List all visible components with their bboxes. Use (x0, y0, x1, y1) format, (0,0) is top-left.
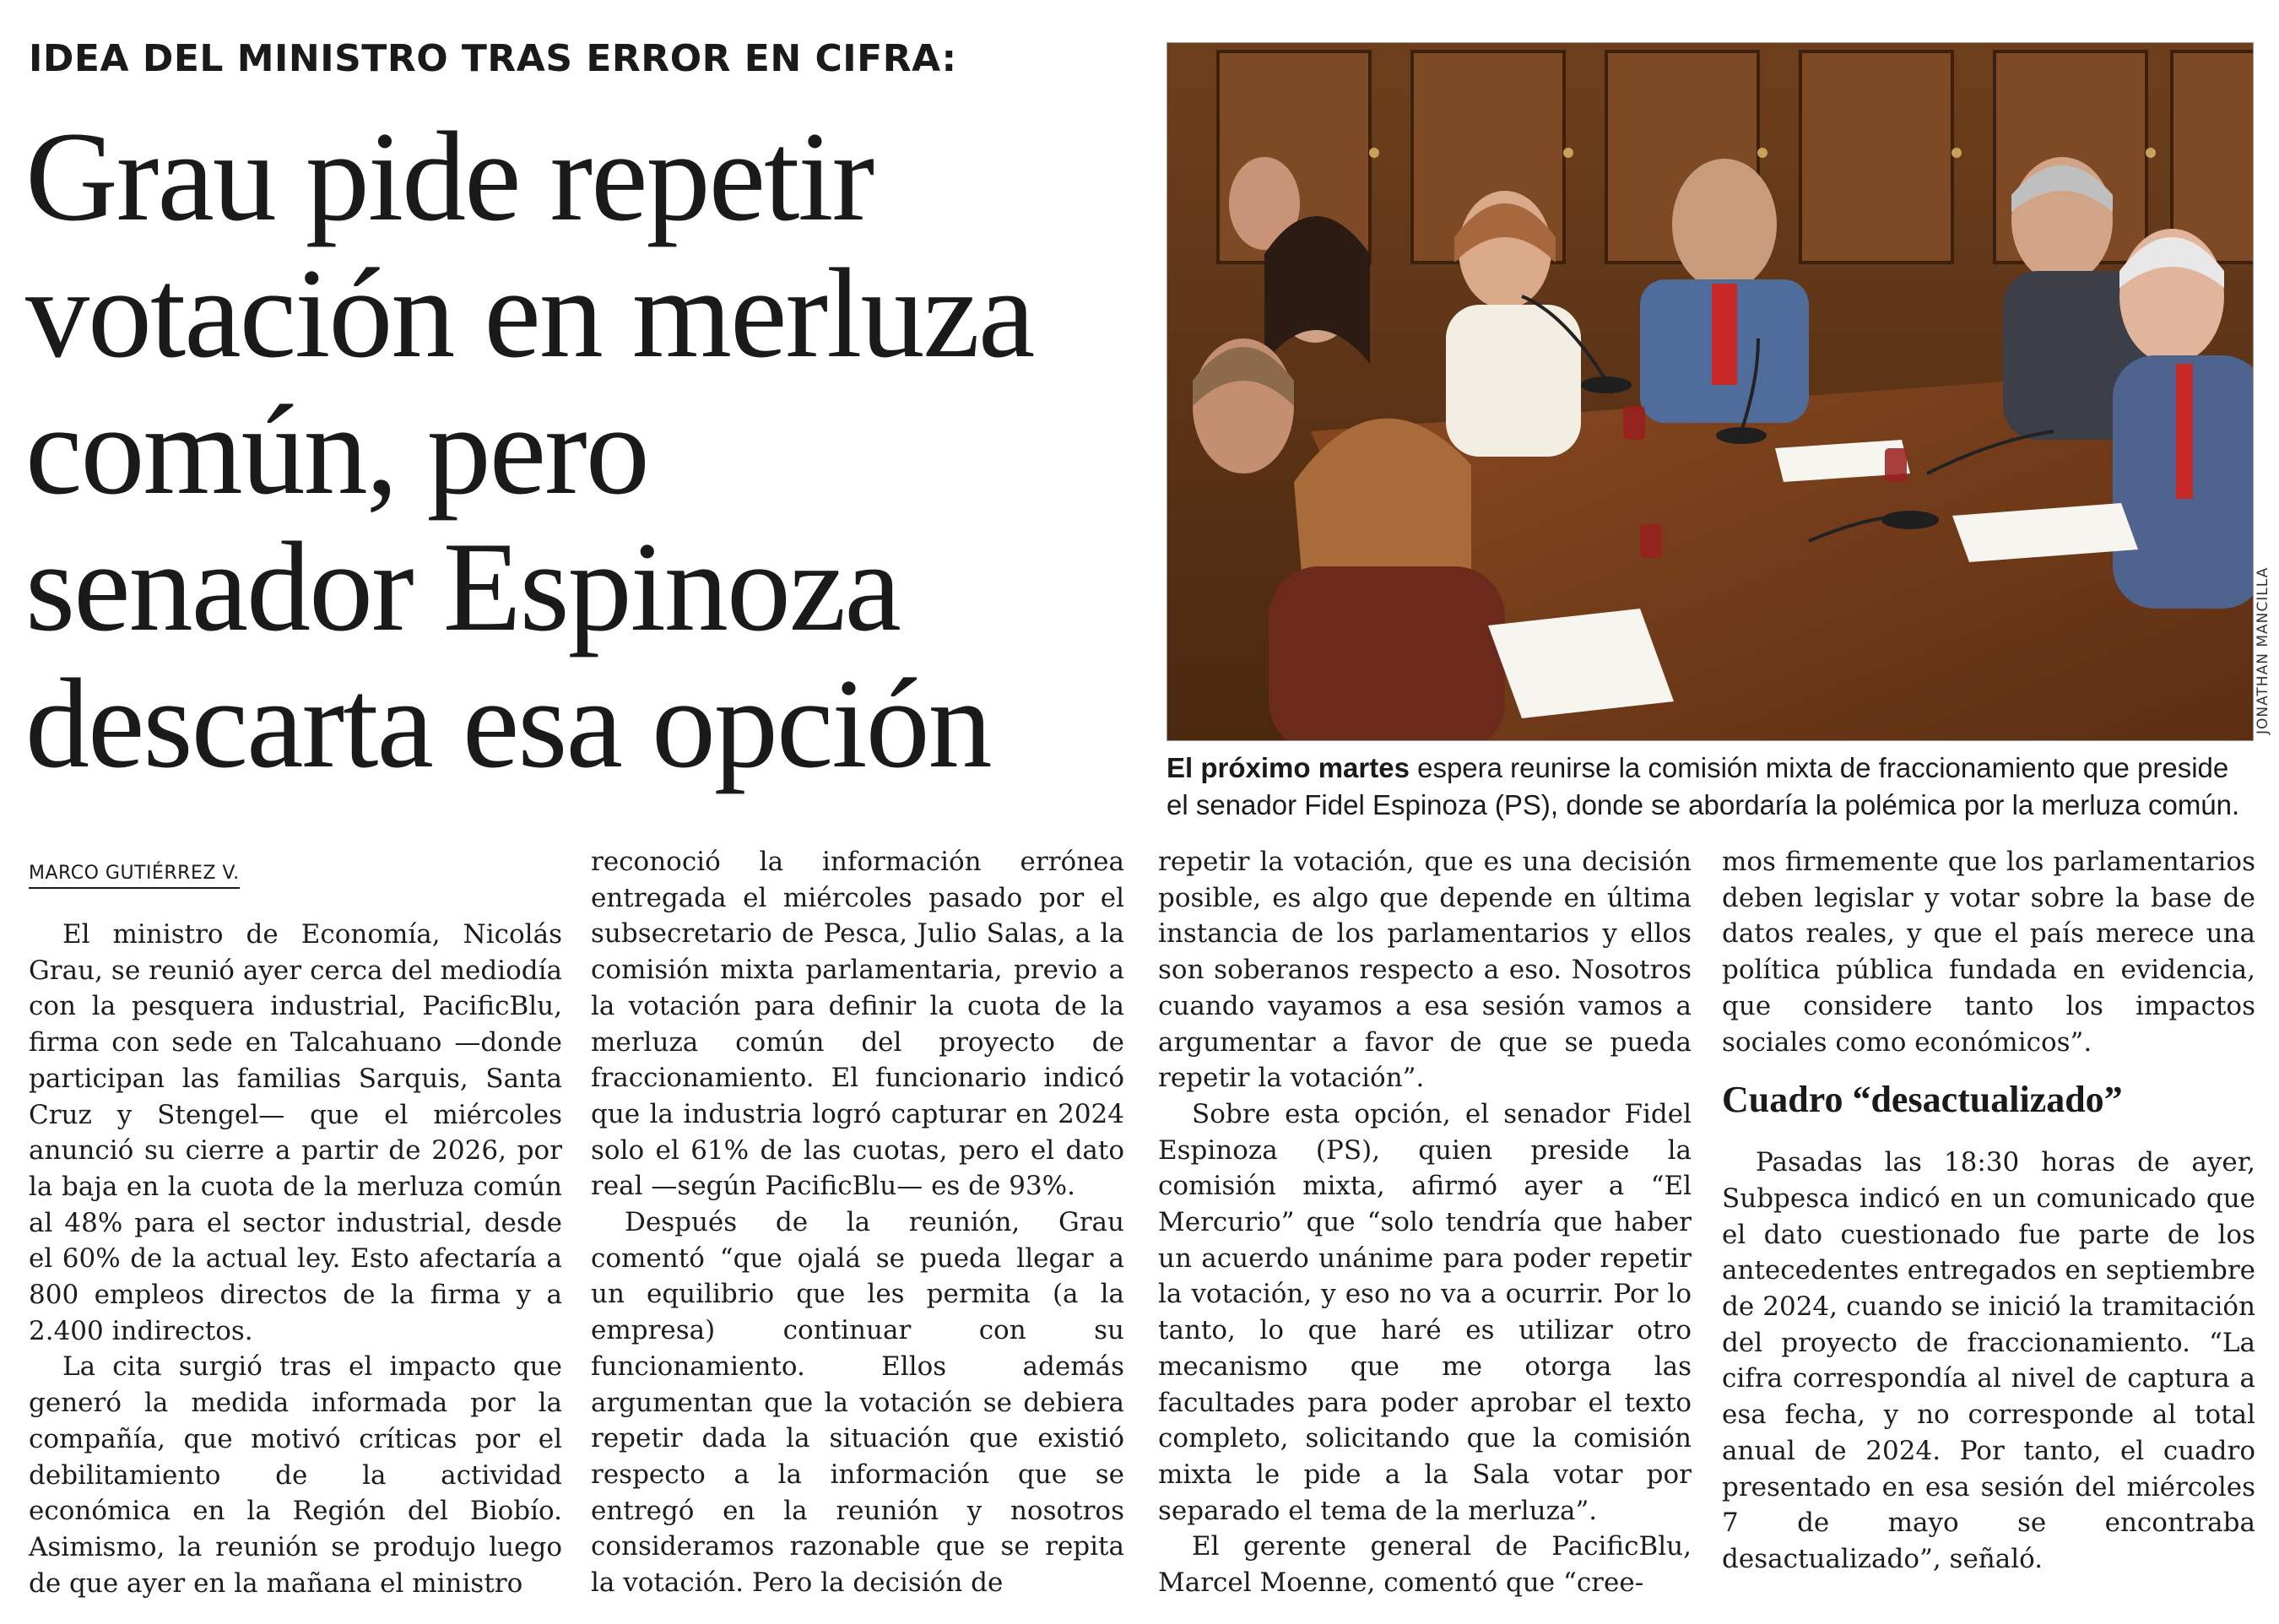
paragraph: Pasadas las 18:30 horas de ayer, Subpesca indicó en un comunicado que el dato cuestionado fue parte de los antecedentes entregados en septiembre de 2024, cuando se inició la tramitación del proyecto de fraccionamiento. “La cifra correspondía al nivel de captura a esa fecha, y no corresponde al total anual de 2024. Por tanto, el cuadro presentado en esa sesión del miércoles 7 de mayo se encontraba desactualizado”, señaló. (1722, 1147, 2255, 1574)
headline-line-3: común, pero (25, 379, 648, 521)
paragraph: mos firmemente que los parlamentarios deben legislar y votar sobre la base de datos reales, y que el país merece una política pública fundada en evidencia, que considere tanto los impactos sociales como económicos”. (1722, 847, 2255, 1058)
column-3 (1158, 844, 1692, 1601)
column-2 (591, 844, 1124, 1601)
paragraph: El ministro de Economía, Nicolás Grau, se reunió ayer cerca del mediodía con la pesquera industrial, PacificBlu, firma con sede en Talcahuano —donde participan las familias Sarquis, Santa Cruz y Stengel— que el miércoles anunció su cierre a partir de 2026, por la baja en la cuota de la merluza común al 48% para el sector industrial, desde el 60% de la actual ley. Esto afectaría a 800 empleos directos de la firma y a 2.400 indirectos. (29, 919, 562, 1346)
paragraph: La cita surgió tras el impacto que generó la medida informada por la compañía, que motivó críticas por el debilitamiento de la actividad económica en la Región del Biobío. Asimismo, la reunión se produjo luego de que ayer en la mañana el ministro (29, 1351, 562, 1599)
paragraph: repetir la votación, que es una decisión posible, es algo que depende en última instancia de los parlamentarios y ellos son soberanos respecto a eso. Nosotros cuando vayamos a esa sesión vamos a argumentar a favor de que se pueda repetir la votación”. (1158, 847, 1692, 1094)
headline-line-1: Grau pide repetir (25, 106, 874, 247)
paragraph: El gerente general de PacificBlu, Marcel Moenne, comentó que “cree- (1158, 1531, 1692, 1599)
headline-line-5: descarta esa opción (25, 652, 991, 794)
paragraph: reconoció la información errónea entregada el miércoles pasado por el subsecretario de Pesca, Julio Salas, a la comisión mixta parlamentaria, previo a la votación para definir la cuota de la merluza común del proyecto de fraccionamiento. El funcionario indicó que la industria logró capturar en 2024 solo el 61% de las cuotas, pero el dato real —según PacificBlu— es de 93%. (591, 847, 1124, 1202)
caption-text: espera reunirse la comisión mixta de fraccionamiento que preside el senador Fidel Espinoza (PS), donde se abordaría la polémica por la merluza común. (1167, 752, 2240, 820)
kicker: IDEA DEL MINISTRO TRAS ERROR EN CIFRA: (29, 37, 957, 80)
column-1 (29, 917, 562, 1601)
subheading: Cuadro “desactualizado” (1722, 1079, 2123, 1121)
headline-line-2: votación en merluza (25, 242, 1034, 384)
caption-lead: El próximo martes (1167, 752, 1410, 783)
column-4 (1722, 844, 2255, 1578)
photo-credit: JONATHAN MANCILLA (2255, 566, 2271, 734)
headline-line-4: senador Espinoza (25, 516, 900, 658)
paragraph: Después de la reunión, Grau comentó “que ojalá se pueda llegar a un equilibrio que les permita (a la empresa) continuar con su funcionamiento. Ellos además argumentan que la votación se debiera repetir dada la situación que existió respecto a la información que se entregó en la reunión y nosotros consideramos razonable que se repita la votación. Pero la decisión de (591, 1207, 1124, 1599)
paragraph: Sobre esta opción, el senador Fidel Espinoza (PS), quien preside la comisión mixta, afirmó ayer a “El Mercurio” que “solo tendría que haber un acuerdo unánime para poder repetir la votación, y eso no va a ocurrir. Por lo tanto, lo que haré es utilizar otro mecanismo que me otorga las facultades para poder aprobar el texto completo, solicitando que la comisión mixta le pide a la Sala votar por separado el tema de la merluza”. (1158, 1098, 1692, 1526)
byline: MARCO GUTIÉRREZ V. (29, 863, 240, 889)
